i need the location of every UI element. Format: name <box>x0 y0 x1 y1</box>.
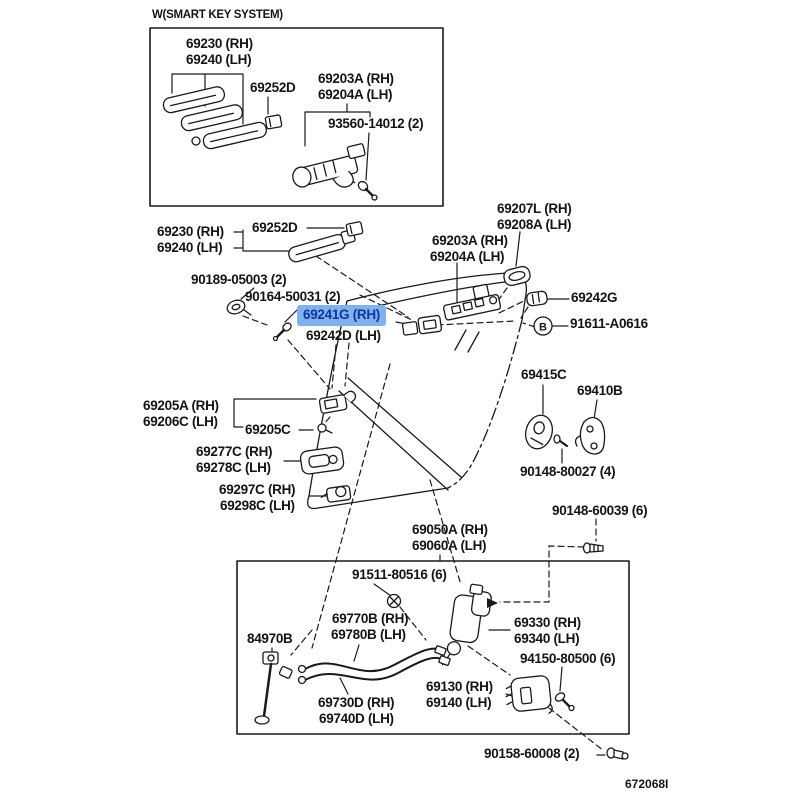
part-screw-94150 <box>554 691 574 710</box>
part-grommet-91511 <box>388 595 401 608</box>
part-actuator-69330 <box>443 582 493 671</box>
label-69240-box1: 69240 (LH) <box>186 52 252 67</box>
label-69208a: 69208A (LH) <box>497 217 572 232</box>
diagram-code: 672068I <box>625 777 669 791</box>
label-69205c: 69205C <box>245 422 291 437</box>
part-clip-69252d-box1 <box>265 115 282 129</box>
label-91611: 91611-A0616 <box>570 316 648 331</box>
label-90148-60039: 90148-60039 (6) <box>552 503 648 518</box>
part-69297c <box>320 485 351 503</box>
label-69410b: 69410B <box>577 383 623 398</box>
door-hash-marks <box>455 330 479 352</box>
label-93560: 93560-14012 (2) <box>328 116 424 131</box>
label-69205a: 69205A (RH) <box>143 398 219 413</box>
label-69298c: 69298C (LH) <box>220 498 295 513</box>
label-90164: 90164-50031 (2) <box>245 289 341 304</box>
label-69780b: 69780B (LH) <box>331 627 406 642</box>
part-cover-69207l <box>502 265 531 287</box>
label-69206c: 69206C (LH) <box>143 414 218 429</box>
part-lock-69130 <box>504 675 552 717</box>
part-striker-69415c <box>522 412 556 452</box>
label-69252d-main: 69252D <box>252 220 298 235</box>
label-69140: 69140 (LH) <box>426 695 492 710</box>
label-94150: 94150-80500 (6) <box>520 651 616 666</box>
label-69730d: 69730D (RH) <box>318 695 395 710</box>
part-screw-90164 <box>274 321 293 340</box>
label-69340: 69340 (LH) <box>514 631 580 646</box>
label-69050a: 69050A (RH) <box>412 522 488 537</box>
label-69060a: 69060A (LH) <box>412 538 487 553</box>
label-69207l: 69207L (RH) <box>497 201 572 216</box>
part-screw-90148-80027 <box>554 435 567 446</box>
part-screw-90148-60039 <box>584 543 604 553</box>
label-69252d-box1: 69252D <box>250 80 296 95</box>
label-69415c: 69415C <box>521 367 567 382</box>
door-inner-lines <box>339 378 461 490</box>
label-69278c: 69278C (LH) <box>196 460 271 475</box>
label-91511: 91511-80516 (6) <box>352 567 447 582</box>
label-69297c: 69297C (RH) <box>219 482 296 497</box>
part-inside-handle-69205a <box>319 391 358 414</box>
part-label-69241g-selected[interactable]: 69241G (RH) <box>297 305 386 326</box>
part-handle-base-69203a <box>441 282 501 320</box>
part-rod-84970b <box>255 652 293 724</box>
door-edge-chain-line <box>448 320 522 488</box>
part-screw-90158 <box>607 748 628 759</box>
label-69770b: 69770B (RH) <box>332 611 409 626</box>
label-smart-key-system: W(SMART KEY SYSTEM) <box>152 9 283 21</box>
label-69240-main: 69240 (LH) <box>157 240 223 255</box>
ref-circle-b-letter: B <box>539 321 547 334</box>
label-90189: 90189-05003 (2) <box>191 272 287 287</box>
ref-circle-b <box>534 317 552 335</box>
label-69204a-main: 69204A (LH) <box>430 249 505 264</box>
label-69203a-box1: 69203A (RH) <box>318 71 394 86</box>
label-84970b: 84970B <box>247 631 293 646</box>
label-69242d: 69242D (LH) <box>306 328 381 343</box>
part-bracket-69410b <box>576 418 605 455</box>
label-90148-80027: 90148-80027 (4) <box>520 464 616 479</box>
label-69204a-box1: 69204A (LH) <box>318 87 393 102</box>
label-69242g: 69242G <box>571 290 618 305</box>
actuator-arrow <box>487 598 498 608</box>
part-cup-69277c <box>300 446 345 475</box>
label-69203a-main: 69203A (RH) <box>432 233 508 248</box>
part-clip-69242g <box>526 291 548 307</box>
label-69277c: 69277C (RH) <box>196 444 273 459</box>
label-90158: 90158-60008 (2) <box>484 746 580 761</box>
part-screw-93560 <box>357 180 377 200</box>
part-clip-69205c <box>318 424 332 433</box>
label-69130: 69130 (RH) <box>426 679 493 694</box>
label-69230-main: 69230 (RH) <box>157 224 224 239</box>
part-lock-cylinder-assy <box>289 143 372 199</box>
part-cables-69730d <box>299 646 451 684</box>
label-69230-box1: 69230 (RH) <box>186 36 253 51</box>
part-clip-69252d-main <box>346 221 363 236</box>
label-69330: 69330 (RH) <box>514 615 581 630</box>
part-handle-hook <box>192 137 200 145</box>
label-69740d: 69740D (LH) <box>319 711 394 726</box>
